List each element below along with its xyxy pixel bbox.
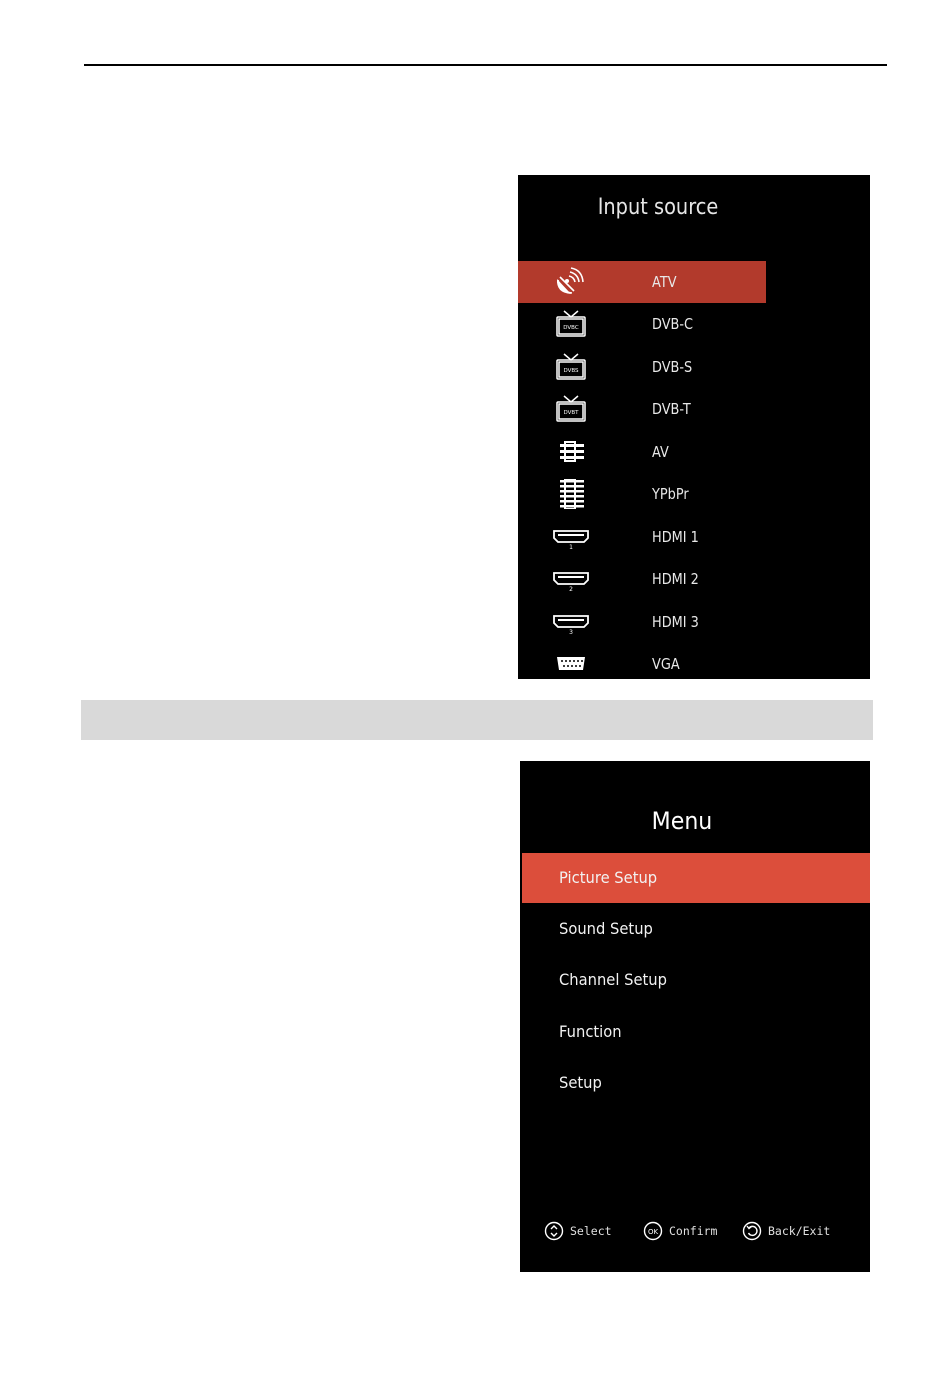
- svg-text:2: 2: [569, 586, 573, 593]
- source-label: DVB-C: [652, 315, 694, 333]
- menu-item-picture-setup[interactable]: [522, 853, 870, 903]
- menu-item-channel-setup[interactable]: [522, 955, 870, 1006]
- menu-item-label: Picture Setup: [559, 868, 658, 887]
- hdmi-port-icon: [552, 564, 590, 594]
- svg-text:OK: OK: [647, 1228, 659, 1236]
- ok-button-icon: [643, 1221, 663, 1241]
- source-label: HDMI 1: [652, 527, 699, 546]
- menu-panel: [520, 761, 870, 1272]
- tv-dvbc-icon: [552, 309, 590, 339]
- source-item-atv[interactable]: [518, 261, 766, 303]
- hint-back-exit: [742, 1219, 830, 1243]
- page-top-rule: [84, 64, 887, 66]
- source-label: ATV: [652, 273, 677, 291]
- source-label: HDMI 2: [652, 570, 699, 588]
- av-connector-icon: [552, 437, 590, 467]
- menu-item-label: Function: [559, 1021, 622, 1041]
- svg-text:DVBC: DVBC: [563, 325, 579, 331]
- hint-label: Confirm: [669, 1224, 718, 1238]
- input-source-list: [518, 261, 870, 679]
- hint-label: Select: [570, 1224, 612, 1238]
- hint-label: Back/Exit: [768, 1224, 831, 1238]
- tv-dvbs-icon: [552, 352, 590, 382]
- source-item-dvb-s[interactable]: [518, 346, 766, 389]
- menu-item-label: Setup: [559, 1072, 602, 1092]
- satellite-dish-icon: [552, 267, 590, 297]
- svg-text:1: 1: [569, 543, 573, 551]
- tv-dvbt-icon: [552, 394, 590, 424]
- menu-item-sound-setup[interactable]: [522, 904, 870, 955]
- hint-select: [544, 1219, 612, 1243]
- updown-arrows-icon: [544, 1221, 564, 1241]
- menu-item-setup[interactable]: [522, 1058, 870, 1109]
- hdmi-port-icon: [552, 607, 590, 637]
- hdmi-port-icon: [552, 522, 590, 552]
- source-item-ypbpr[interactable]: [518, 473, 766, 516]
- source-item-hdmi-1[interactable]: [518, 516, 766, 559]
- source-item-hdmi-2[interactable]: [518, 558, 766, 601]
- ypbpr-connector-icon: [552, 479, 590, 509]
- input-source-panel: [518, 175, 870, 679]
- back-arrow-icon: [742, 1221, 762, 1241]
- source-label: DVB-S: [652, 357, 693, 376]
- menu-hint-bar: [544, 1219, 864, 1243]
- vga-port-icon: [552, 649, 590, 679]
- menu-list: [522, 853, 870, 1109]
- menu-item-label: Sound Setup: [559, 919, 653, 939]
- svg-text:3: 3: [569, 628, 573, 636]
- menu-item-function[interactable]: [522, 1007, 870, 1058]
- svg-text:DVBS: DVBS: [563, 367, 579, 374]
- menu-title: Menu: [651, 807, 713, 835]
- source-item-hdmi-3[interactable]: [518, 601, 766, 644]
- source-label: AV: [652, 442, 669, 461]
- source-label: VGA: [652, 655, 680, 673]
- source-label: HDMI 3: [652, 612, 699, 631]
- source-item-dvb-t[interactable]: [518, 388, 766, 431]
- menu-item-label: Channel Setup: [559, 970, 667, 990]
- section-divider-bar: [81, 700, 873, 740]
- source-label: DVB-T: [652, 400, 691, 418]
- source-item-dvb-c[interactable]: [518, 303, 766, 346]
- source-label: YPbPr: [652, 485, 689, 503]
- hint-confirm: [643, 1219, 717, 1243]
- source-item-av[interactable]: [518, 431, 766, 474]
- source-item-vga[interactable]: [518, 643, 766, 679]
- input-source-title: Input source: [597, 195, 719, 220]
- svg-text:DVBT: DVBT: [563, 410, 579, 416]
